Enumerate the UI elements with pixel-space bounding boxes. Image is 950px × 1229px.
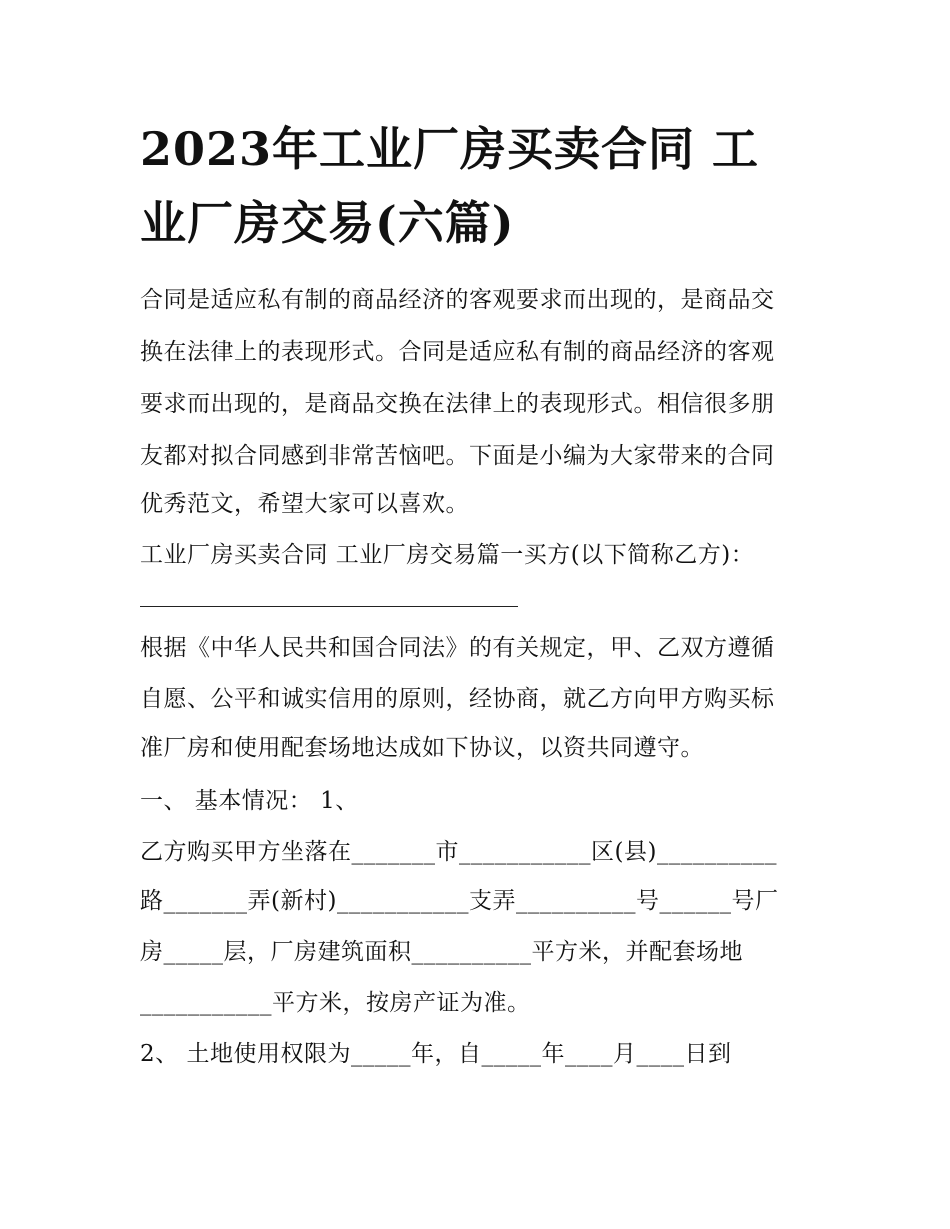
title-line-1: 2023年工业厂房买卖合同 工 (140, 122, 760, 176)
agreement-line-2: 自愿、公平和诚实信用的原则，经协商，就乙方向甲方购买标 (140, 686, 775, 712)
agreement-line-3: 准厂房和使用配套场地达成如下协议，以资共同遵守。 (140, 735, 704, 761)
section-heading: 工业厂房买卖合同 工业厂房交易篇一买方(以下简称乙方)： (140, 542, 755, 568)
basic-heading: 一、 基本情况： 1、 (140, 788, 359, 814)
signature-line (140, 606, 518, 607)
clause-line-4: ___________平方米，按房产证为准。 (140, 990, 531, 1016)
agreement-line-1: 根据《中华人民共和国合同法》的有关规定，甲、乙双方遵循 (140, 635, 775, 661)
document-title (140, 112, 820, 260)
intro-line-2: 换在法律上的表现形式。合同是适应私有制的商品经济的客观 (140, 339, 775, 365)
intro-line-5: 优秀范文，希望大家可以喜欢。 (140, 491, 469, 517)
intro-line-1: 合同是适应私有制的商品经济的客观要求而出现的，是商品交 (140, 287, 775, 313)
clause-line-3: 房_____层，厂房建筑面积__________平方米，并配套场地 (140, 939, 743, 965)
clause-line-1: 乙方购买甲方坐落在_______市___________区(县)__________ (140, 839, 777, 865)
intro-line-3: 要求而出现的，是商品交换在法律上的表现形式。相信很多朋 (140, 391, 775, 417)
clause2-line: 2、 土地使用权限为_____年，自_____年____月____日到 (140, 1041, 732, 1067)
intro-line-4: 友都对拟合同感到非常苦恼吧。下面是小编为大家带来的合同 (140, 443, 775, 469)
title-line-2: 业厂房交易(六篇) (140, 196, 515, 250)
clause-line-2: 路_______弄(新村)___________支弄__________号______号厂 (140, 888, 779, 914)
